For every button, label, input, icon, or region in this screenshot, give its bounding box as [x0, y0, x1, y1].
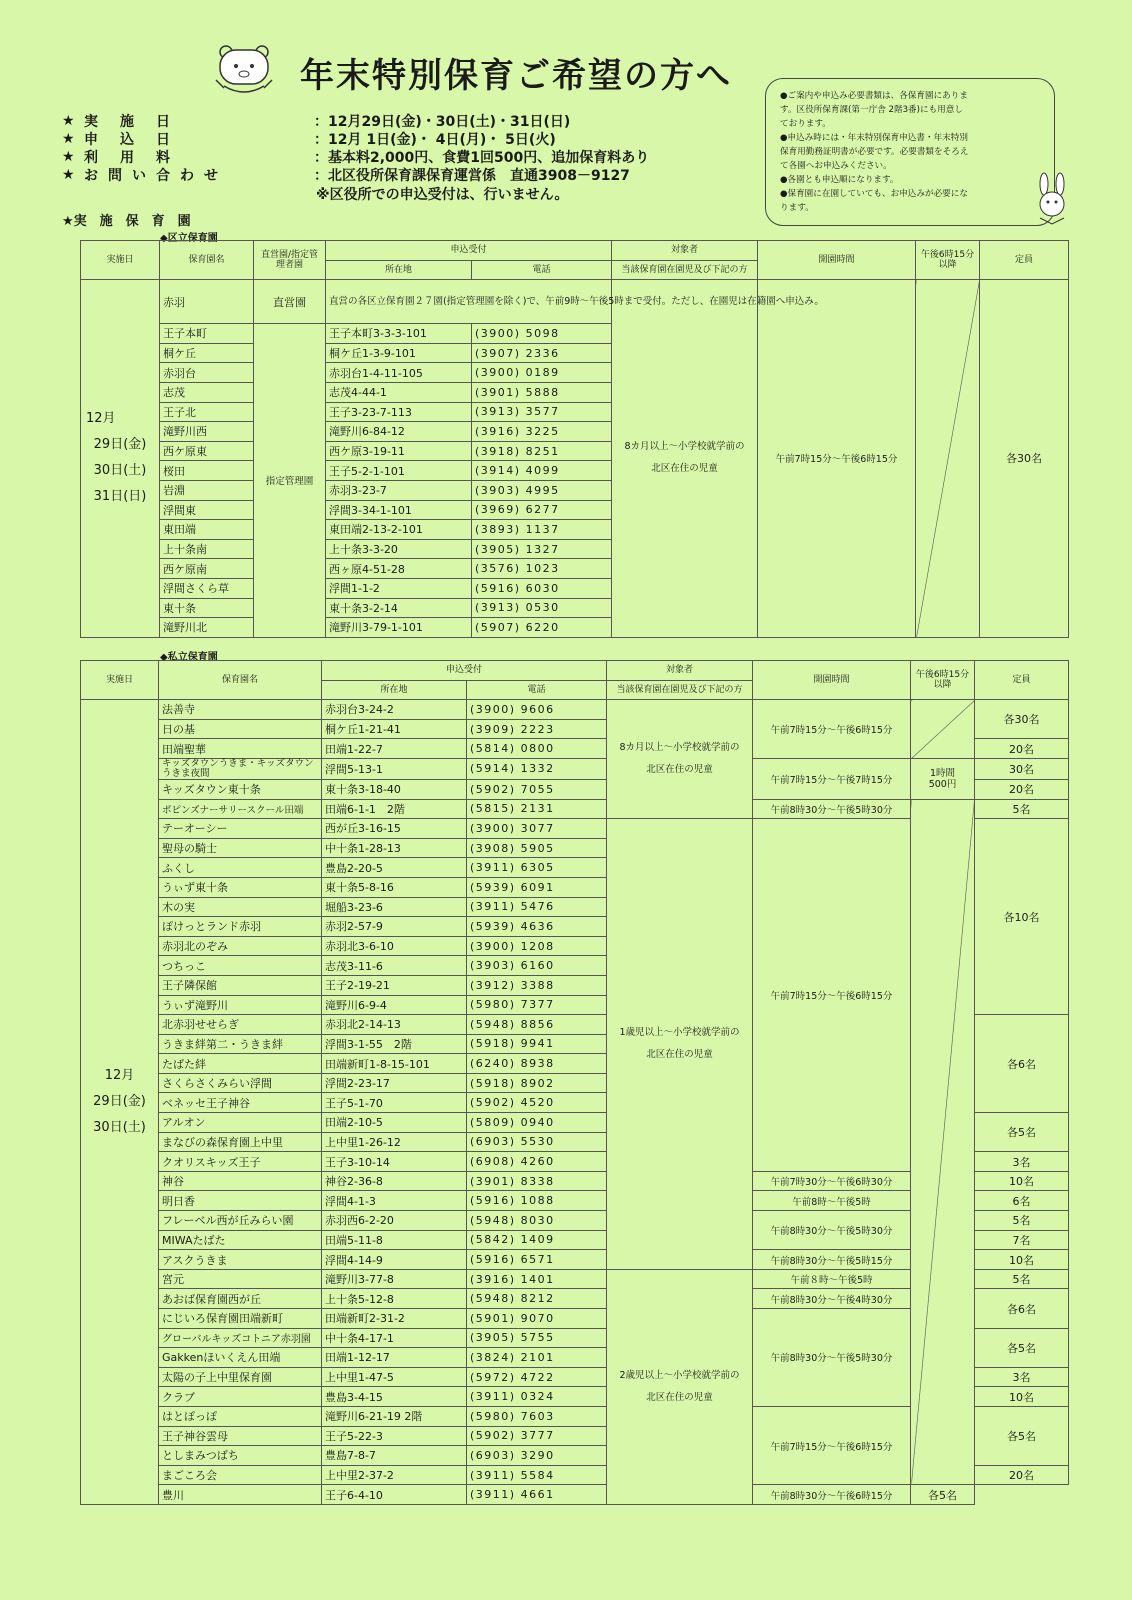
address: 田端5-11-8	[322, 1230, 467, 1250]
date-cell	[81, 280, 160, 638]
info-row: ★ 利用料 ：基本料2,000円、食費1回500円、追加保育料あり	[62, 149, 650, 166]
phone: (5948) 8212	[467, 1289, 607, 1309]
phone: (6903) 3290	[467, 1446, 607, 1466]
hours-cell: 午前7時15分～午後6時15分	[758, 280, 916, 638]
header-reception: 申込受付	[326, 241, 612, 261]
phone: (3900) 3077	[467, 819, 607, 839]
nursery-name: 滝野川北	[160, 618, 254, 638]
phone: (3576) 1023	[472, 559, 612, 579]
phone: (6240) 8938	[467, 1054, 607, 1074]
address: 滝野川3-79-1-101	[326, 618, 472, 638]
nursery-name: 西ケ原東	[160, 441, 254, 461]
phone: (3916) 1401	[467, 1269, 607, 1289]
phone: (5916) 6030	[472, 578, 612, 598]
phone: (3908) 5905	[467, 838, 607, 858]
address: 滝野川6-21-19 2階	[322, 1406, 467, 1426]
target-line: 8カ月以上～小学校就学前の	[624, 441, 745, 453]
header-hours: 開園時間	[758, 241, 916, 280]
info-value: ：北区役所保育課保育運営係 直通3908－9127	[314, 168, 630, 184]
nursery-name: 明日香	[159, 1191, 322, 1211]
target-line: 北区在住の児童	[646, 1391, 713, 1403]
nursery-name: あおば保育園西が丘	[159, 1289, 322, 1309]
nursery-name: キッズタウンうきま・キッズタウンうきま夜間	[159, 758, 322, 779]
address: 豊島3-4-15	[322, 1387, 467, 1407]
address: 上中里1-26-12	[322, 1132, 467, 1152]
nursery-name: 豊川	[159, 1485, 322, 1505]
address: 浮間4-1-3	[322, 1191, 467, 1211]
address: 東十条5-8-16	[322, 877, 467, 897]
nursery-name: ポピンズナーサリースクール田端	[159, 799, 322, 819]
phone: (3969) 6277	[472, 500, 612, 520]
address: 桐ケ丘1-3-9-101	[326, 343, 472, 363]
phone: (5815) 2131	[467, 799, 607, 819]
nursery-name: 桜田	[160, 461, 254, 481]
table-row	[81, 799, 1069, 819]
capacity-cell: 各6名	[975, 1289, 1069, 1328]
nursery-name: つちっこ	[159, 956, 322, 976]
nursery-name: アスクうきま	[159, 1250, 322, 1270]
phone: (3911) 4661	[467, 1485, 607, 1505]
address: 豊島7-8-7	[322, 1446, 467, 1466]
capacity-cell: 各10名	[975, 819, 1069, 1015]
hours-cell: 午前7時30分～午後6時30分	[753, 1171, 911, 1191]
phone: (3914) 4099	[472, 461, 612, 481]
target-line: 2歳児以上～小学校就学前の	[619, 1369, 740, 1381]
nursery-name: 西ケ原南	[160, 559, 254, 579]
address: 浮間2-23-17	[322, 1073, 467, 1093]
hours-cell: 午前8時30分～午後5時30分	[753, 1211, 911, 1250]
phone: (5902) 4520	[467, 1093, 607, 1113]
hours-cell: 午前8時30分～午後5時30分	[753, 1309, 911, 1407]
phone: (5916) 1088	[467, 1191, 607, 1211]
address: 王子5-1-70	[322, 1093, 467, 1113]
ward-table	[80, 240, 1069, 638]
header-extended: 午後6時15分以降	[916, 241, 980, 280]
capacity-cell: 各5名	[975, 1328, 1069, 1367]
phone: (5980) 7603	[467, 1406, 607, 1426]
phone: (6903) 5530	[467, 1132, 607, 1152]
phone: (3912) 3388	[467, 975, 607, 995]
address: 王子2-19-21	[322, 975, 467, 995]
hours-cell: 午前8時30分～午後6時15分	[753, 1485, 911, 1505]
nursery-name: 志茂	[160, 382, 254, 402]
header-reception: 申込受付	[322, 661, 607, 681]
hours-cell: 午前7時15分～午後6時15分	[753, 1406, 911, 1484]
hours-cell: 午前7時15分～午後6時15分	[753, 700, 911, 759]
info-row: ★ 実施日 ：12月29日(金)・30日(土)・31日(日)	[62, 113, 571, 130]
address: 浮間1-1-2	[326, 578, 472, 598]
direct-note: 直営の各区立保育園２７園(指定管理園を除く)で、午前9時～午後5時まで受付。ただし、在園児は在籍園へ申込み。	[326, 280, 612, 324]
address: 田端1-22-7	[322, 739, 467, 759]
address: 堀船3-23-6	[322, 897, 467, 917]
nursery-name: フレーベル西が丘みらい園	[159, 1211, 322, 1231]
info-block	[62, 112, 649, 202]
hours-cell: 午前8時～午後5時	[753, 1191, 911, 1211]
phone: (5939) 4636	[467, 917, 607, 937]
phone: (3905) 5755	[467, 1328, 607, 1348]
phone: (5901) 9070	[467, 1309, 607, 1329]
address: 西ヶ原4-51-28	[326, 559, 472, 579]
phone: (3893) 1137	[472, 520, 612, 540]
capacity-cell: 10名	[975, 1171, 1069, 1191]
table-row	[81, 758, 1069, 779]
phone: (5809) 0940	[467, 1113, 607, 1133]
extended-cell	[911, 700, 975, 759]
capacity-cell: 30名	[975, 758, 1069, 779]
date-line: 29日(金)	[93, 1094, 146, 1110]
address: 滝野川6-84-12	[326, 422, 472, 442]
capacity-cell: 10名	[975, 1387, 1069, 1407]
date-cell	[81, 700, 159, 1505]
hours-cell: 午前8時30分～午後5時30分	[753, 799, 911, 819]
phone: (3824) 2101	[467, 1348, 607, 1368]
phone: (3911) 5476	[467, 897, 607, 917]
nursery-name: 宮元	[159, 1269, 322, 1289]
info-label: 実施日	[84, 114, 192, 130]
nursery-name: たばた絆	[159, 1054, 322, 1074]
phone: (5948) 8030	[467, 1211, 607, 1231]
address: 桐ケ丘1-21-41	[322, 719, 467, 739]
capacity-cell: 各30名	[980, 280, 1069, 638]
address: 赤羽台1-4-11-105	[326, 363, 472, 383]
phone: (3916) 3225	[472, 422, 612, 442]
note-line: ております。	[780, 119, 831, 129]
phone: (5948) 8856	[467, 1015, 607, 1035]
phone: (5902) 7055	[467, 779, 607, 799]
capacity-cell: 6名	[975, 1191, 1069, 1211]
address: 豊島2-20-5	[322, 858, 467, 878]
address: 中十条4-17-1	[322, 1328, 467, 1348]
header-target: 対象者	[612, 241, 758, 261]
nursery-name: 王子神谷雲母	[159, 1426, 322, 1446]
info-value: ：基本料2,000円、食費1回500円、追加保育料あり	[314, 150, 650, 166]
header-extended: 午後6時15分以降	[911, 661, 975, 700]
nursery-name: グローバルキッズコトニア赤羽園	[159, 1328, 322, 1348]
nursery-name: テーオーシー	[159, 819, 322, 839]
note-line: ●申込み時には・年末特別保育申込書・年末特別	[780, 133, 968, 143]
header-target-sub: 当該保育園在園児及び下記の方	[612, 260, 758, 280]
nursery-name: 聖母の騎士	[159, 838, 322, 858]
nursery-name: 赤羽北のぞみ	[159, 936, 322, 956]
phone: (3900) 1208	[467, 936, 607, 956]
address: 上十条3-3-20	[326, 539, 472, 559]
header-target: 対象者	[607, 661, 753, 681]
extended-cell	[916, 280, 980, 638]
nursery-name: ベネッセ王子神谷	[159, 1093, 322, 1113]
header-target-sub: 当該保育園在園児及び下記の方	[607, 680, 753, 700]
hours-cell: 午前7時15分～午後6時15分	[753, 819, 911, 1172]
target-line: 北区在住の児童	[646, 764, 713, 776]
target-cell	[607, 700, 753, 819]
nursery-name: MIWAたばた	[159, 1230, 322, 1250]
address: 志茂3-11-6	[322, 956, 467, 976]
address: 赤羽北3-6-10	[322, 936, 467, 956]
info-label: お問い合わせ	[84, 168, 228, 184]
date-line: 12月	[86, 411, 116, 427]
address: 浮間5-13-1	[322, 758, 467, 779]
address: 上中里2-37-2	[322, 1465, 467, 1485]
phone: (5914) 1332	[467, 758, 607, 779]
phone: (5902) 3777	[467, 1426, 607, 1446]
address: 王子3-10-14	[322, 1152, 467, 1172]
nursery-name: 神谷	[159, 1171, 322, 1191]
nursery-name: にじいろ保育園田端新町	[159, 1309, 322, 1329]
header-name: 保育園名	[159, 661, 322, 700]
nursery-name: としまみつばち	[159, 1446, 322, 1466]
nursery-name: 浮間さくら草	[160, 578, 254, 598]
address: 浮間4-14-9	[322, 1250, 467, 1270]
date-line: 31日(日)	[93, 489, 147, 505]
nursery-name: 赤羽台	[160, 363, 254, 383]
nursery-name: はとぽっぽ	[159, 1406, 322, 1426]
nursery-name: 東田端	[160, 520, 254, 540]
phone: (5842) 1409	[467, 1230, 607, 1250]
target-cell	[607, 1269, 753, 1504]
capacity-cell: 7名	[975, 1230, 1069, 1250]
address: 西が丘3-16-15	[322, 819, 467, 839]
nursery-name: まごころ会	[159, 1465, 322, 1485]
address: 東十条3-2-14	[326, 598, 472, 618]
address: 滝野川3-77-8	[322, 1269, 467, 1289]
capacity-cell: 3名	[975, 1152, 1069, 1172]
header-phone: 電話	[467, 680, 607, 700]
header-phone: 電話	[472, 260, 612, 280]
address: 田端新町1-8-15-101	[322, 1054, 467, 1074]
phone: (3900) 9606	[467, 700, 607, 720]
nursery-name: うぃず東十条	[159, 877, 322, 897]
phone: (3913) 0530	[472, 598, 612, 618]
address: 東十条3-18-40	[322, 779, 467, 799]
extended-cell	[911, 799, 975, 1485]
header-date: 実施日	[81, 241, 160, 280]
nursery-name: 赤羽	[160, 280, 254, 324]
address: 浮間3-1-55 2階	[322, 1034, 467, 1054]
capacity-cell: 20名	[975, 1465, 1069, 1485]
address: 王子5-22-3	[322, 1426, 467, 1446]
address: 神谷2-36-8	[322, 1171, 467, 1191]
target-cell	[612, 280, 758, 638]
nursery-name: 浮間東	[160, 500, 254, 520]
address: 田端1-12-17	[322, 1348, 467, 1368]
capacity-cell: 3名	[975, 1367, 1069, 1387]
capacity-cell: 各5名	[911, 1485, 975, 1505]
address: 赤羽3-23-7	[326, 480, 472, 500]
phone: (3913) 3577	[472, 402, 612, 422]
nursery-name: うぃず滝野川	[159, 995, 322, 1015]
address: 王子3-23-7-113	[326, 402, 472, 422]
note-line: ●各園とも申込順になります。	[780, 175, 899, 185]
note-line: 保育用勤務証明書が必要です。必要書類をそろえ	[780, 147, 969, 157]
capacity-cell: 10名	[975, 1250, 1069, 1270]
nursery-name: 桐ケ丘	[160, 343, 254, 363]
nursery-name: ぽけっとランド赤羽	[159, 917, 322, 937]
target-line: 1歳児以上～小学校就学前の	[619, 1026, 740, 1038]
bear-mascot-icon	[210, 42, 280, 106]
address: 滝野川6-9-4	[322, 995, 467, 1015]
target-line: 北区在住の児童	[651, 463, 718, 475]
phone: (3911) 5584	[467, 1465, 607, 1485]
nursery-name: 滝野川西	[160, 422, 254, 442]
note-line: ●ご案内や申込み必要書類は、各保育園にありま	[780, 91, 968, 101]
section-title: ★実 施 保 育 園	[62, 214, 191, 229]
nursery-name: Gakkenほいくえん田端	[159, 1348, 322, 1368]
nursery-name: 上十条南	[160, 539, 254, 559]
private-table	[80, 660, 1069, 1505]
phone: (3901) 8338	[467, 1171, 607, 1191]
capacity-cell: 各6名	[975, 1015, 1069, 1113]
hours-cell: 午前8時30分～午後5時15分	[753, 1250, 911, 1270]
phone: (3907) 2336	[472, 343, 612, 363]
info-label: 利用料	[84, 150, 192, 166]
address: 王子本町3-3-3-101	[326, 324, 472, 344]
table-row	[81, 700, 1069, 720]
address: 志茂4-44-1	[326, 382, 472, 402]
hours-cell: 午前7時15分～午後7時15分	[753, 758, 911, 799]
nursery-name: アルオン	[159, 1113, 322, 1133]
phone: (3918) 8251	[472, 441, 612, 461]
phone: (3900) 5098	[472, 324, 612, 344]
private-subtitle: ◆私立保育園	[160, 652, 218, 663]
nursery-name: うきま絆第二・うきま絆	[159, 1034, 322, 1054]
capacity-cell: 各5名	[975, 1113, 1069, 1152]
phone: (5980) 7377	[467, 995, 607, 1015]
address: 赤羽台3-24-2	[322, 700, 467, 720]
address: 中十条1-28-13	[322, 838, 467, 858]
ward-subtitle: ◆区立保育園	[160, 233, 218, 244]
address: 西ケ原3-19-11	[326, 441, 472, 461]
hours-cell: 午前８時～午後5時	[753, 1269, 911, 1289]
capacity-cell: 各5名	[975, 1406, 1069, 1465]
note-line: す。区役所保育課(第一庁舎 2階3番)にも用意し	[780, 105, 963, 115]
target-line: 8カ月以上～小学校就学前の	[619, 742, 740, 754]
address: 赤羽西6-2-20	[322, 1211, 467, 1231]
page-title: 年末特別保育ご希望の方へ	[300, 56, 732, 96]
nursery-name: 岩淵	[160, 480, 254, 500]
phone: (3901) 5888	[472, 382, 612, 402]
address: 田端2-10-5	[322, 1113, 467, 1133]
capacity-cell: 5名	[975, 799, 1069, 819]
phone: (3909) 2223	[467, 719, 607, 739]
nursery-name: キッズタウン東十条	[159, 779, 322, 799]
info-note: ※区役所での申込受付は、行いません。	[316, 187, 569, 203]
capacity-cell: 5名	[975, 1269, 1069, 1289]
nursery-name: 法善寺	[159, 700, 322, 720]
nursery-name: 北赤羽せせらぎ	[159, 1015, 322, 1035]
phone: (6908) 4260	[467, 1152, 607, 1172]
header-operator: 直営園/指定管理者園	[254, 241, 326, 280]
operator-type: 指定管理園	[254, 324, 326, 638]
nursery-name: まなびの森保育園上中里	[159, 1132, 322, 1152]
phone: (5814) 0800	[467, 739, 607, 759]
info-row: ★ 申込日 ：12月 1日(金)・ 4日(月)・ 5日(火)	[62, 131, 556, 148]
phone: (5907) 6220	[472, 618, 612, 638]
note-line: ります。	[780, 203, 814, 213]
header-hours: 開園時間	[753, 661, 911, 700]
phone: (3903) 4995	[472, 480, 612, 500]
target-line: 北区在住の児童	[646, 1048, 713, 1060]
hours-cell: 午前8時30分～午後4時30分	[753, 1289, 911, 1309]
phone: (3905) 1327	[472, 539, 612, 559]
address: 赤羽2-57-9	[322, 917, 467, 937]
phone: (5916) 6571	[467, 1250, 607, 1270]
phone: (3900) 0189	[472, 363, 612, 383]
nursery-name: 王子本町	[160, 324, 254, 344]
address: 上十条5-12-8	[322, 1289, 467, 1309]
info-value: ：12月 1日(金)・ 4日(月)・ 5日(火)	[314, 132, 556, 148]
date-line: 12月	[104, 1068, 135, 1084]
extended-fee: 1時間500円	[911, 758, 975, 799]
capacity-cell: 20名	[975, 779, 1069, 799]
nursery-name: 木の実	[159, 897, 322, 917]
address: 赤羽北2-14-13	[322, 1015, 467, 1035]
address: 東田端2-13-2-101	[326, 520, 472, 540]
nursery-name: 東十条	[160, 598, 254, 618]
header-name: 保育園名	[160, 241, 254, 280]
nursery-name: 王子北	[160, 402, 254, 422]
date-line: 29日(金)	[93, 437, 147, 453]
capacity-cell: 各30名	[975, 700, 1069, 739]
note-line: ●保育園に在園していても、お申込みが必要にな	[780, 189, 968, 199]
address: 王子6-4-10	[322, 1485, 467, 1505]
address: 王子5-2-1-101	[326, 461, 472, 481]
address: 上中里1-47-5	[322, 1367, 467, 1387]
date-line: 30日(土)	[93, 463, 147, 479]
phone: (3911) 0324	[467, 1387, 607, 1407]
nursery-name: クラブ	[159, 1387, 322, 1407]
rabbit-mascot-icon	[1030, 172, 1074, 230]
note-line: て各園へお申込みください。	[780, 161, 892, 171]
operator-type: 直営園	[254, 280, 326, 324]
date-line: 30日(土)	[93, 1120, 146, 1136]
nursery-name: ふくし	[159, 858, 322, 878]
header-address: 所在地	[326, 260, 472, 280]
nursery-name: 王子隣保館	[159, 975, 322, 995]
info-label: 申込日	[84, 132, 192, 148]
address: 浮間3-34-1-101	[326, 500, 472, 520]
nursery-name: さくらさくみらい浮間	[159, 1073, 322, 1093]
notes-box	[765, 78, 1055, 226]
capacity-cell: 20名	[975, 739, 1069, 759]
nursery-name: 太陽の子上中里保育園	[159, 1367, 322, 1387]
target-cell	[607, 819, 753, 1270]
nursery-name: 田端聖華	[159, 739, 322, 759]
header-address: 所在地	[322, 680, 467, 700]
table-row	[81, 1485, 1069, 1505]
header-date: 実施日	[81, 661, 159, 700]
address: 田端6-1-1 2階	[322, 799, 467, 819]
nursery-name: クオリスキッズ王子	[159, 1152, 322, 1172]
info-value: ：12月29日(金)・30日(土)・31日(日)	[314, 114, 571, 130]
phone: (5972) 4722	[467, 1367, 607, 1387]
capacity-cell: 5名	[975, 1211, 1069, 1231]
info-row: ★ お問い合わせ ：北区役所保育課保育運営係 直通3908－9127	[62, 167, 630, 184]
header-capacity: 定員	[975, 661, 1069, 700]
phone: (5918) 8902	[467, 1073, 607, 1093]
header-capacity: 定員	[980, 241, 1069, 280]
phone: (3911) 6305	[467, 858, 607, 878]
nursery-name: 日の基	[159, 719, 322, 739]
phone: (5918) 9941	[467, 1034, 607, 1054]
address: 田端新町2-31-2	[322, 1309, 467, 1329]
phone: (5939) 6091	[467, 877, 607, 897]
phone: (3903) 6160	[467, 956, 607, 976]
